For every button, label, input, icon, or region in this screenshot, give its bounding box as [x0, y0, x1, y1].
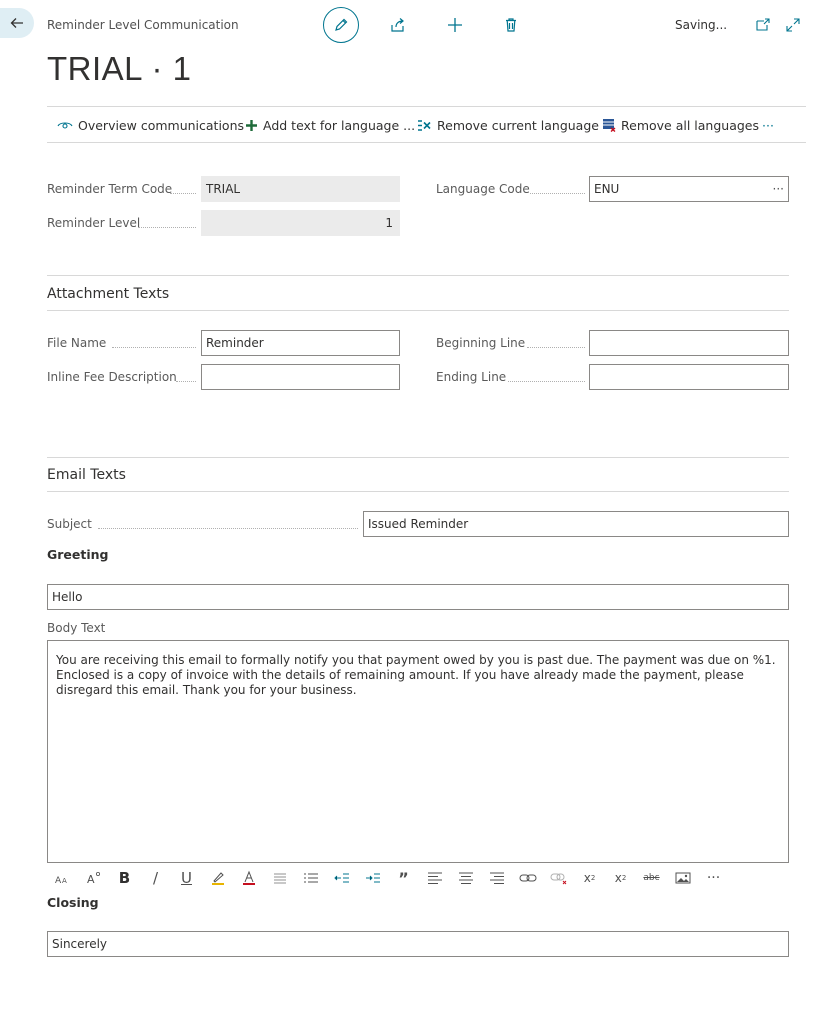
file-name-field[interactable]: Reminder [201, 330, 400, 356]
image-icon [675, 871, 691, 885]
body-text-editor[interactable]: You are receiving this email to formally notify you that payment owed by you is past due. The payment was due on %1. Enclosed is a copy of invoice with the details of remaining amount. If you have already made the payment, please disregard this email. Thank you for your business. [47, 640, 789, 863]
overview-communications-label: Overview communications [78, 117, 245, 133]
leader-dots [170, 193, 196, 194]
decrease-indent-icon [334, 871, 350, 885]
increase-indent-button[interactable] [357, 867, 388, 889]
subject-label: Subject [47, 517, 92, 531]
section-divider [47, 491, 789, 492]
leader-dots [138, 227, 196, 228]
superscript-x: x [583, 871, 591, 885]
strikethrough-button[interactable]: abc [643, 873, 660, 883]
new-button[interactable] [444, 14, 466, 36]
align-center-icon [458, 871, 474, 885]
reminder-term-code-field[interactable]: TRIAL [201, 176, 400, 202]
expand-button[interactable] [782, 14, 804, 36]
edit-button[interactable] [323, 7, 359, 43]
font-size-button[interactable] [47, 867, 78, 889]
ending-line-field[interactable] [589, 364, 789, 390]
inline-fee-description-field[interactable] [201, 364, 400, 390]
remove-all-icon [602, 118, 616, 132]
font-style-button[interactable] [78, 867, 109, 889]
actionbar-top-divider [47, 106, 806, 107]
font-color-icon [241, 870, 257, 886]
align-left-icon [427, 871, 443, 885]
leader-dots [112, 347, 196, 348]
language-lookup-button[interactable]: ··· [772, 182, 784, 196]
closing-field[interactable]: Sincerely [47, 931, 789, 957]
closing-label: Closing [47, 895, 99, 910]
back-button[interactable] [0, 8, 34, 38]
remove-current-language-action[interactable] [417, 115, 599, 135]
align-right-button[interactable] [481, 867, 512, 889]
share-button[interactable] [387, 14, 409, 36]
remove-link-button[interactable] [543, 867, 574, 889]
actionbar-bottom-divider [47, 142, 806, 143]
overview-communications-action[interactable] [57, 115, 244, 135]
greeting-label: Greeting [47, 547, 109, 562]
attachment-texts-header[interactable]: Attachment Texts [47, 286, 170, 302]
language-code-value: ENU [594, 182, 620, 196]
leader-dots [508, 381, 585, 382]
quote-button[interactable]: ” [398, 868, 409, 888]
decrease-indent-button[interactable] [326, 867, 357, 889]
greeting-field[interactable]: Hello [47, 584, 789, 610]
underline-button[interactable]: U [181, 869, 192, 887]
superscript-button[interactable]: x 2 [583, 871, 596, 885]
leader-dots [527, 347, 585, 348]
highlighter-icon [210, 870, 226, 886]
formatting-toolbar [47, 866, 789, 890]
svg-text:A: A [54, 876, 61, 885]
edit-icon [333, 17, 349, 33]
back-arrow-icon [9, 15, 25, 31]
svg-text:A: A [61, 877, 67, 885]
expand-icon [785, 17, 801, 33]
section-divider [47, 310, 789, 311]
subscript-button[interactable]: x 2 [614, 871, 627, 885]
open-new-window-icon [755, 17, 771, 33]
email-texts-header[interactable]: Email Texts [47, 467, 126, 483]
svg-text:A: A [86, 873, 95, 885]
section-divider [47, 275, 789, 276]
align-center-button[interactable] [450, 867, 481, 889]
share-icon [390, 17, 406, 33]
file-name-label: File Name [47, 336, 107, 350]
body-text-label: Body Text [47, 621, 106, 635]
highlight-button[interactable] [202, 867, 233, 889]
add-icon [446, 16, 464, 34]
italic-button[interactable]: / [152, 869, 159, 887]
subscript-x: x [614, 871, 622, 885]
font-style-icon [86, 871, 102, 885]
bullet-list-icon [272, 871, 288, 885]
align-right-icon [489, 871, 505, 885]
section-divider [47, 457, 789, 458]
inline-fee-description-label: Inline Fee Description [47, 370, 177, 384]
remove-language-icon [417, 119, 432, 132]
eye-icon [57, 119, 73, 131]
page-title: TRIAL · 1 [47, 50, 192, 87]
increase-indent-icon [365, 871, 381, 885]
plus-icon [245, 119, 258, 132]
insert-link-button[interactable] [512, 867, 543, 889]
delete-icon [503, 17, 519, 33]
ending-line-label: Ending Line [436, 370, 507, 384]
numbered-list-icon [303, 871, 319, 885]
more-actions-button[interactable]: ··· [762, 117, 774, 133]
unlink-icon [550, 871, 568, 885]
align-left-button[interactable] [419, 867, 450, 889]
leader-dots [176, 381, 196, 382]
more-formatting-button[interactable]: ··· [706, 870, 721, 886]
language-code-label: Language Code [436, 182, 530, 196]
numbered-list-button[interactable] [295, 867, 326, 889]
font-size-icon [55, 871, 71, 885]
remove-current-language-label: Remove current language [437, 117, 599, 133]
delete-button[interactable] [500, 14, 522, 36]
leader-dots [98, 528, 358, 529]
leader-dots [530, 193, 585, 194]
beginning-line-field[interactable] [589, 330, 789, 356]
language-code-field[interactable] [589, 176, 789, 202]
reminder-level-label: Reminder Level [47, 216, 141, 230]
reminder-level-field[interactable]: 1 [201, 210, 400, 236]
reminder-term-code-label: Reminder Term Code [47, 182, 173, 196]
page-caption: Reminder Level Communication [47, 18, 239, 32]
insert-image-button[interactable] [667, 867, 698, 889]
link-icon [519, 872, 537, 884]
bold-button[interactable]: B [118, 869, 131, 887]
remove-all-languages-action[interactable] [602, 115, 759, 135]
add-text-for-language-label: Add text for language ... [263, 117, 416, 133]
font-color-button[interactable] [233, 867, 264, 889]
saving-status: Saving... [675, 18, 728, 32]
beginning-line-label: Beginning Line [436, 336, 526, 350]
add-text-for-language-action[interactable] [245, 115, 415, 135]
open-new-window-button[interactable] [752, 14, 774, 36]
remove-all-languages-label: Remove all languages [621, 117, 759, 133]
bullet-list-button[interactable] [264, 867, 295, 889]
subject-field[interactable]: Issued Reminder [363, 511, 789, 537]
